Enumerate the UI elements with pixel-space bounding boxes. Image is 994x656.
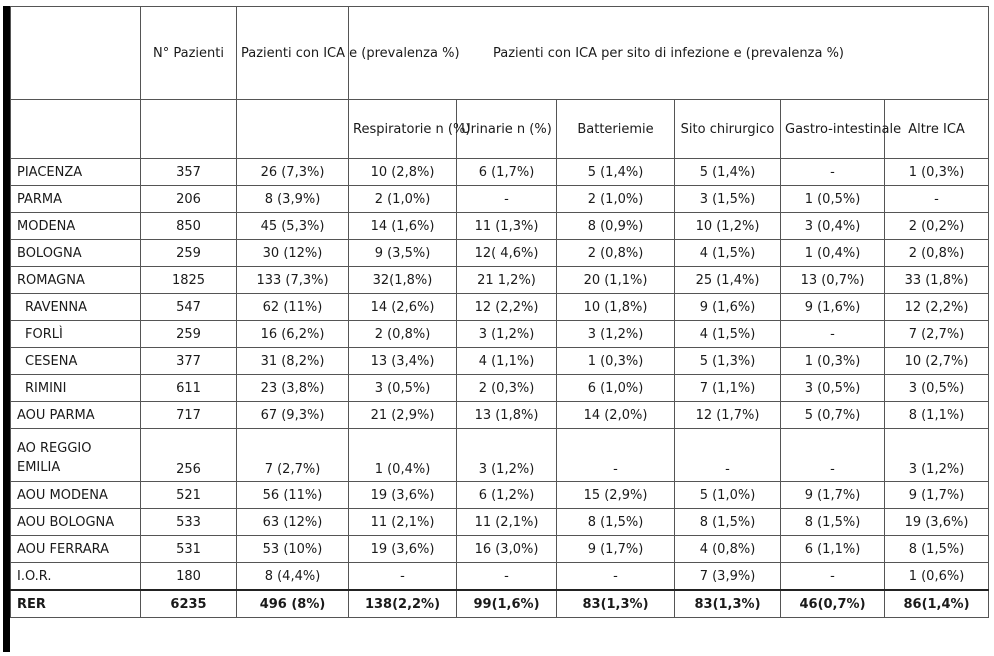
cell-sito: 4 (0,8%) — [675, 536, 781, 563]
cell-ica: 31 (8,2%) — [237, 348, 349, 375]
cell-ica: 8 (4,4%) — [237, 563, 349, 591]
cell-batt: 3 (1,2%) — [557, 321, 675, 348]
cell-resp: 21 (2,9%) — [349, 402, 457, 429]
subheader-urinarie: Urinarie n (%) — [457, 100, 557, 159]
cell-resp: 2 (1,0%) — [349, 186, 457, 213]
corner-cell — [11, 7, 141, 100]
row-name: AOU FERRARA — [11, 536, 141, 563]
cell-resp: 3 (0,5%) — [349, 375, 457, 402]
cell-resp: 13 (3,4%) — [349, 348, 457, 375]
cell-batt: 14 (2,0%) — [557, 402, 675, 429]
table-row — [11, 429, 989, 482]
cell-sito: 10 (1,2%) — [675, 213, 781, 240]
cell-sito: 3 (1,5%) — [675, 186, 781, 213]
cell-ica: 8 (3,9%) — [237, 186, 349, 213]
row-name: PIACENZA — [11, 159, 141, 186]
cell-resp: 1 (0,4%) — [349, 429, 457, 482]
cell-ica: 63 (12%) — [237, 509, 349, 536]
cell-sito: 5 (1,0%) — [675, 482, 781, 509]
cell-altre: 19 (3,6%) — [885, 509, 989, 536]
cell-ica: 16 (6,2%) — [237, 321, 349, 348]
cell-n: 180 — [141, 563, 237, 591]
row-name: ROMAGNA — [11, 267, 141, 294]
table-row — [11, 375, 989, 402]
cell-ica: 53 (10%) — [237, 536, 349, 563]
cell-n: 717 — [141, 402, 237, 429]
cell-n: 531 — [141, 536, 237, 563]
table-row — [11, 348, 989, 375]
header-pazienti-ica: Pazienti con ICA e (prevalenza %) — [237, 7, 349, 100]
cell-gastro: 9 (1,7%) — [781, 482, 885, 509]
header-per-sito: Pazienti con ICA per sito di infezione e (prevalenza %) — [349, 7, 989, 100]
cell-batt: - — [557, 429, 675, 482]
cell-n: 850 — [141, 213, 237, 240]
cell-batt: 8 (1,5%) — [557, 509, 675, 536]
cell-sito: 12 (1,7%) — [675, 402, 781, 429]
cell-gastro: - — [781, 563, 885, 591]
cell-gastro: - — [781, 429, 885, 482]
table-row — [11, 321, 989, 348]
table-row — [11, 509, 989, 536]
cell-n: 357 — [141, 159, 237, 186]
cell-altre: 9 (1,7%) — [885, 482, 989, 509]
cell-sito: 8 (1,5%) — [675, 509, 781, 536]
table-row — [11, 402, 989, 429]
cell-sito: 7 (3,9%) — [675, 563, 781, 591]
row-name: RIMINI — [11, 375, 141, 402]
cell-gastro: 3 (0,4%) — [781, 213, 885, 240]
cell-ica: 133 (7,3%) — [237, 267, 349, 294]
cell-urin: 2 (0,3%) — [457, 375, 557, 402]
cell-batt: 15 (2,9%) — [557, 482, 675, 509]
cell-urin: 3 (1,2%) — [457, 429, 557, 482]
table-row — [11, 213, 989, 240]
cell-altre: 1 (0,6%) — [885, 563, 989, 591]
table-row — [11, 482, 989, 509]
row-name: AOU MODENA — [11, 482, 141, 509]
table-row — [11, 267, 989, 294]
cell-sito: 4 (1,5%) — [675, 321, 781, 348]
cell-altre: 3 (0,5%) — [885, 375, 989, 402]
cell-batt: 1 (0,3%) — [557, 348, 675, 375]
cell-ica: 30 (12%) — [237, 240, 349, 267]
cell-batt: 6 (1,0%) — [557, 375, 675, 402]
cell-ica: 496 (8%) — [237, 590, 349, 618]
cell-ica: 23 (3,8%) — [237, 375, 349, 402]
cell-gastro: 1 (0,5%) — [781, 186, 885, 213]
cell-ica: 26 (7,3%) — [237, 159, 349, 186]
cell-urin: 21 1,2%) — [457, 267, 557, 294]
cell-urin: 3 (1,2%) — [457, 321, 557, 348]
cell-batt: - — [557, 563, 675, 591]
row-name: MODENA — [11, 213, 141, 240]
cell-gastro: 13 (0,7%) — [781, 267, 885, 294]
cell-n: 377 — [141, 348, 237, 375]
row-name: AO REGGIO EMILIA — [11, 429, 141, 482]
cell-altre: 2 (0,8%) — [885, 240, 989, 267]
cell-gastro: - — [781, 159, 885, 186]
cell-batt: 2 (0,8%) — [557, 240, 675, 267]
cell-n: 611 — [141, 375, 237, 402]
subheader-batteriemie: Batteriemie — [557, 100, 675, 159]
subheader-gastro-intestinale: Gastro-intestinale — [781, 100, 885, 159]
cell-gastro: 9 (1,6%) — [781, 294, 885, 321]
cell-resp: 138(2,2%) — [349, 590, 457, 618]
cell-gastro: 1 (0,4%) — [781, 240, 885, 267]
table-row — [11, 159, 989, 186]
cell-resp: - — [349, 563, 457, 591]
cell-resp: 19 (3,6%) — [349, 536, 457, 563]
cell-resp: 11 (2,1%) — [349, 509, 457, 536]
cell-n: 547 — [141, 294, 237, 321]
table-row — [11, 536, 989, 563]
cell-resp: 32(1,8%) — [349, 267, 457, 294]
cell-sito: 9 (1,6%) — [675, 294, 781, 321]
cell-gastro: 6 (1,1%) — [781, 536, 885, 563]
cell-ica: 56 (11%) — [237, 482, 349, 509]
cell-altre: 33 (1,8%) — [885, 267, 989, 294]
row-name: CESENA — [11, 348, 141, 375]
row-name: RAVENNA — [11, 294, 141, 321]
cell-altre: 10 (2,7%) — [885, 348, 989, 375]
cell-urin: 4 (1,1%) — [457, 348, 557, 375]
cell-urin: 11 (1,3%) — [457, 213, 557, 240]
row-name: BOLOGNA — [11, 240, 141, 267]
cell-urin: 11 (2,1%) — [457, 509, 557, 536]
cell-ica: 45 (5,3%) — [237, 213, 349, 240]
cell-resp: 2 (0,8%) — [349, 321, 457, 348]
cell-resp: 9 (3,5%) — [349, 240, 457, 267]
table-row-total — [11, 590, 989, 618]
cell-altre: 86(1,4%) — [885, 590, 989, 618]
table-row — [11, 186, 989, 213]
row-name: FORLÌ — [11, 321, 141, 348]
cell-altre: - — [885, 186, 989, 213]
cell-batt: 8 (0,9%) — [557, 213, 675, 240]
cell-gastro: 3 (0,5%) — [781, 375, 885, 402]
cell-n: 1825 — [141, 267, 237, 294]
cell-batt: 5 (1,4%) — [557, 159, 675, 186]
subheader-empty — [141, 100, 237, 159]
cell-gastro: 46(0,7%) — [781, 590, 885, 618]
cell-sito: 83(1,3%) — [675, 590, 781, 618]
cell-urin: - — [457, 563, 557, 591]
cell-sito: 4 (1,5%) — [675, 240, 781, 267]
cell-n: 259 — [141, 240, 237, 267]
table-row — [11, 294, 989, 321]
cell-sito: 25 (1,4%) — [675, 267, 781, 294]
header-n-pazienti: N° Pazienti — [141, 7, 237, 100]
cell-altre: 7 (2,7%) — [885, 321, 989, 348]
cell-altre: 8 (1,1%) — [885, 402, 989, 429]
row-name: AOU BOLOGNA — [11, 509, 141, 536]
subheader-empty — [11, 100, 141, 159]
cell-altre: 2 (0,2%) — [885, 213, 989, 240]
left-margin-bar — [3, 6, 10, 652]
ica-prevalence-table — [10, 6, 989, 618]
cell-batt: 20 (1,1%) — [557, 267, 675, 294]
subheader-respiratorie: Respiratorie n (%) — [349, 100, 457, 159]
row-name: I.O.R. — [11, 563, 141, 591]
cell-n: 256 — [141, 429, 237, 482]
cell-gastro: 1 (0,3%) — [781, 348, 885, 375]
cell-gastro: 5 (0,7%) — [781, 402, 885, 429]
cell-sito: 7 (1,1%) — [675, 375, 781, 402]
cell-sito: 5 (1,4%) — [675, 159, 781, 186]
cell-gastro: - — [781, 321, 885, 348]
cell-altre: 1 (0,3%) — [885, 159, 989, 186]
cell-sito: 5 (1,3%) — [675, 348, 781, 375]
cell-urin: 6 (1,7%) — [457, 159, 557, 186]
cell-n: 206 — [141, 186, 237, 213]
cell-ica: 62 (11%) — [237, 294, 349, 321]
cell-altre: 12 (2,2%) — [885, 294, 989, 321]
cell-ica: 67 (9,3%) — [237, 402, 349, 429]
cell-urin: 6 (1,2%) — [457, 482, 557, 509]
cell-resp: 14 (2,6%) — [349, 294, 457, 321]
cell-batt: 83(1,3%) — [557, 590, 675, 618]
subheader-sito-chirurgico: Sito chirurgico — [675, 100, 781, 159]
row-name: PARMA — [11, 186, 141, 213]
cell-urin: 16 (3,0%) — [457, 536, 557, 563]
cell-resp: 10 (2,8%) — [349, 159, 457, 186]
cell-resp: 19 (3,6%) — [349, 482, 457, 509]
subheader-altre-ica: Altre ICA — [885, 100, 989, 159]
cell-urin: 13 (1,8%) — [457, 402, 557, 429]
cell-n: 521 — [141, 482, 237, 509]
subheader-empty — [237, 100, 349, 159]
cell-urin: - — [457, 186, 557, 213]
cell-resp: 14 (1,6%) — [349, 213, 457, 240]
cell-urin: 12 (2,2%) — [457, 294, 557, 321]
cell-n: 533 — [141, 509, 237, 536]
cell-batt: 10 (1,8%) — [557, 294, 675, 321]
row-name: RER — [11, 590, 141, 618]
cell-n: 259 — [141, 321, 237, 348]
cell-sito: - — [675, 429, 781, 482]
cell-altre: 8 (1,5%) — [885, 536, 989, 563]
table-body — [11, 159, 989, 618]
cell-n: 6235 — [141, 590, 237, 618]
row-name: AOU PARMA — [11, 402, 141, 429]
cell-batt: 9 (1,7%) — [557, 536, 675, 563]
table-row — [11, 240, 989, 267]
cell-urin: 12( 4,6%) — [457, 240, 557, 267]
table-row — [11, 563, 989, 591]
cell-altre: 3 (1,2%) — [885, 429, 989, 482]
cell-gastro: 8 (1,5%) — [781, 509, 885, 536]
cell-ica: 7 (2,7%) — [237, 429, 349, 482]
cell-urin: 99(1,6%) — [457, 590, 557, 618]
cell-batt: 2 (1,0%) — [557, 186, 675, 213]
